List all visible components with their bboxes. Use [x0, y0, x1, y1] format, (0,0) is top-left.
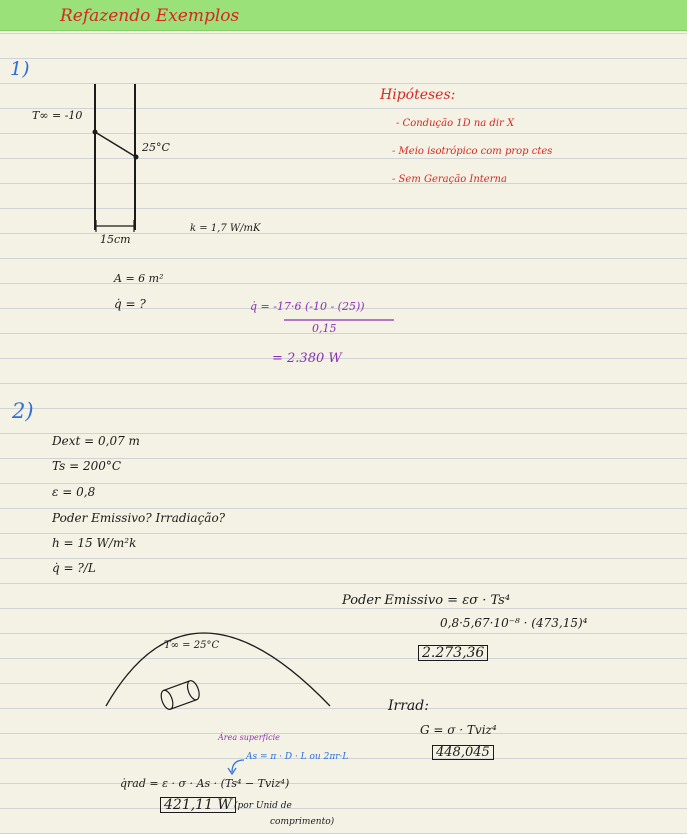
emissive-power-formula: Poder Emissivo = εσ · Ts⁴ — [342, 593, 511, 608]
hypothesis-item: - Sem Geração Interna — [392, 174, 507, 185]
radiation-heat-formula: q̇rad = ε · σ · As · (Ts⁴ − Tviz⁴) — [120, 777, 290, 790]
irradiation-formula: G = σ · Tviz⁴ — [420, 723, 497, 737]
area-label: A = 6 m² — [114, 272, 164, 285]
hypotheses-title: Hipóteses: — [380, 87, 456, 103]
per-unit-length-note: (por Unid de — [234, 801, 292, 811]
example-1-number: 1) — [10, 58, 30, 80]
emissive-power-calculation: 0,8·5,67·10⁻⁸ · (473,15)⁴ — [440, 616, 588, 630]
given-emissivity: ε = 0,8 — [52, 485, 96, 499]
profile-point-right — [134, 155, 139, 160]
emissive-power-result: 2.273,36 — [418, 645, 488, 661]
surface-temperature-label: 25°C — [142, 141, 170, 154]
per-unit-length-note-cont: comprimento) — [270, 817, 335, 827]
q-denominator: 0,15 — [312, 322, 337, 335]
given-questions: Poder Emissivo? Irradiação? — [52, 511, 226, 525]
hypothesis-item: - Condução 1D na dir X — [396, 118, 515, 129]
profile-point-left — [93, 130, 98, 135]
area-note: Área superfície — [218, 733, 280, 742]
area-arrow — [232, 760, 244, 772]
temperature-profile-line — [95, 132, 136, 157]
thickness-label: 15cm — [100, 233, 131, 246]
page-title: Refazendo Exemplos — [60, 6, 240, 26]
surroundings-temperature-label: T∞ = 25°C — [164, 640, 220, 651]
example-2-number: 2) — [12, 399, 34, 423]
irradiation-result: 448,045 — [432, 745, 494, 760]
hypothesis-item: - Meio isotrópico com prop ctes — [392, 146, 553, 157]
given-heat-rate: q̇ = ?/L — [52, 561, 96, 575]
conductivity-label: k = 1,7 W/mK — [190, 223, 261, 234]
radiation-heat-result: 421,11 W — [160, 797, 236, 813]
irradiation-title: Irrad: — [388, 698, 429, 714]
t-infinity-label: T∞ = -10 — [32, 109, 83, 122]
area-formula: As = π · D · L ou 2πr·L — [246, 752, 349, 762]
q-result: = 2.380 W — [272, 351, 342, 366]
q-numerator: q̇ = -17·6 (-10 - (25)) — [250, 300, 365, 313]
pipe-cylinder — [159, 679, 202, 711]
q-unknown-label: q̇ = ? — [114, 297, 146, 311]
given-convection-coefficient: h = 15 W/m²k — [52, 536, 137, 550]
given-external-diameter: Dext = 0,07 m — [52, 434, 140, 448]
given-surface-temperature: Ts = 200°C — [52, 459, 122, 473]
